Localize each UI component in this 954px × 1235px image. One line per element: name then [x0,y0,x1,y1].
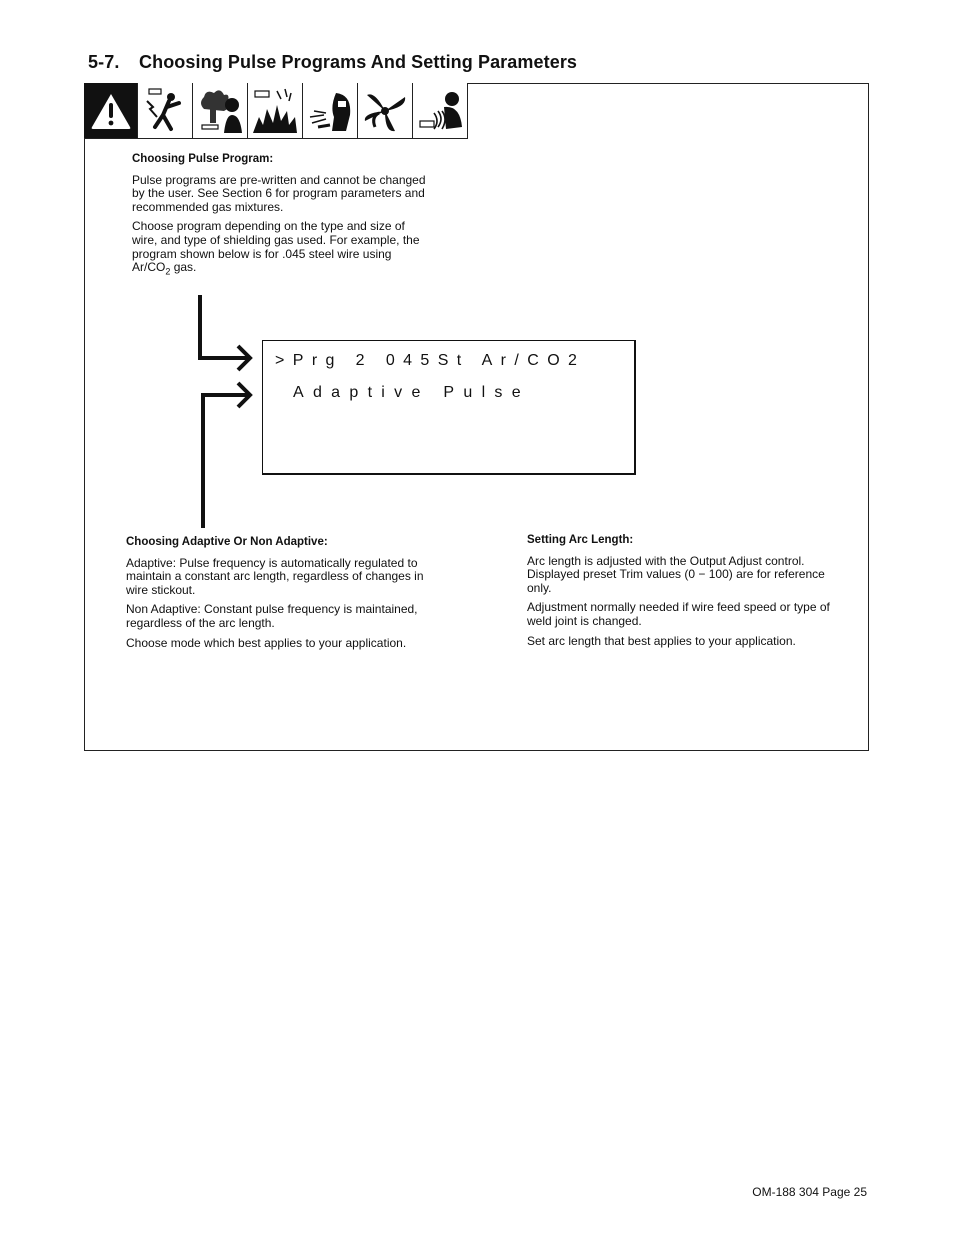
hot-parts-icon [412,83,467,138]
choosing-program-section [132,153,427,285]
subscript-2: 2 [165,266,171,277]
choosing-program-paragraph-1: Pulse programs are pre-written and cannot be changed by the user. See Section 6 for program parameters and recommended gas mixtures. [132,172,426,214]
fire-explosion-icon [247,83,302,138]
lcd-display [262,340,636,475]
page-footer: OM-188 304 Page 25 [752,1185,867,1199]
choosing-program-paragraph-2-end: gas. [170,260,197,275]
section-title-text: Choosing Pulse Programs And Setting Parameters [139,52,578,72]
choosing-program-heading: Choosing Pulse Program: [132,153,274,165]
adaptive-heading: Choosing Adaptive Or Non Adaptive: [126,536,328,548]
arc-length-section [527,534,845,654]
display-line-2: Adaptive Pulse [293,384,530,401]
section-number: 5-7. [88,52,120,72]
warning-triangle-icon [84,83,137,138]
display-line-1: >Prg 2 045St Ar/CO2 [275,352,586,369]
hazard-icon-strip [84,83,468,139]
arc-length-paragraph-1: Arc length is adjusted with the Output Adjust control. Displayed preset Trim values (0 − 100) are for reference only. [527,553,825,595]
arc-rays-icon [302,83,357,138]
choosing-program-paragraph-2 [132,220,427,279]
electric-shock-icon [137,83,192,138]
choosing-program-paragraph-2-text: Choose program depending on the type and size of wire, and type of shielding gas used. For example, the program shown below is for .045 steel wire using Ar/CO [132,219,420,275]
section-title [88,52,577,73]
mode-arrow [203,395,248,528]
arc-length-paragraph-3: Set arc length that best applies to your application. [527,633,796,648]
adaptive-paragraph-2: Non Adaptive: Constant pulse frequency is maintained, regardless of the arc length. [126,602,418,630]
fumes-gases-icon [192,83,247,138]
callout-arrows [190,290,270,535]
moving-parts-icon [357,83,412,138]
adaptive-paragraph-1: Adaptive: Pulse frequency is automatically regulated to maintain a constant arc length, regardless of changes in wire stickout. [126,555,424,597]
arc-length-paragraph-2: Adjustment normally needed if wire feed speed or type of weld joint is changed. [527,600,830,628]
adaptive-section [126,536,426,656]
adaptive-paragraph-3: Choose mode which best applies to your application. [126,635,407,650]
arc-length-heading: Setting Arc Length: [527,534,634,546]
